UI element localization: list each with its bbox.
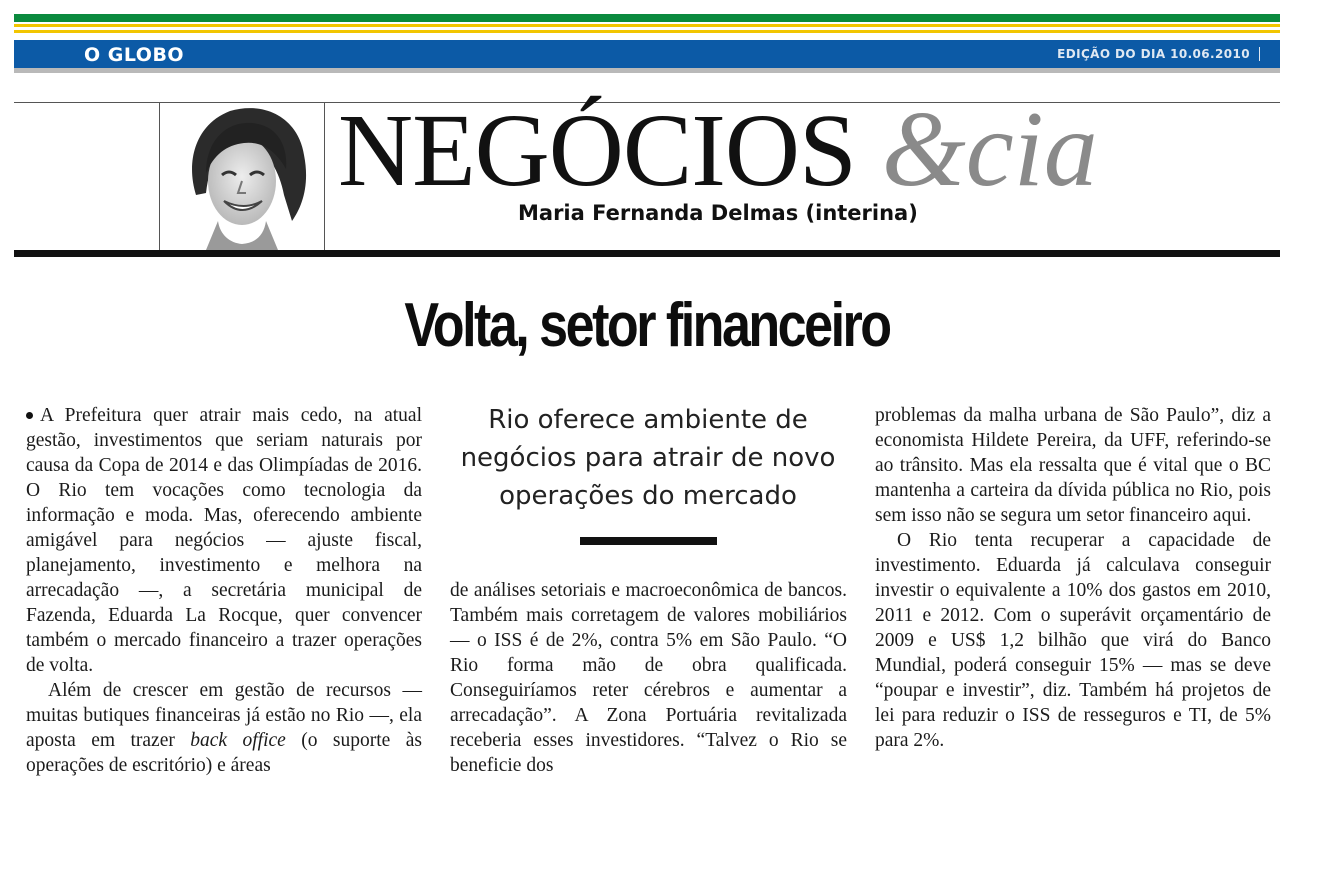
column-1-paragraph-1 <box>26 403 422 678</box>
bullet-icon <box>26 412 33 419</box>
column-1-paragraph-2-text-b: (o suporte às operações de escritório) e áreas <box>26 730 422 776</box>
edition-separator <box>1259 47 1260 61</box>
columnist-photo <box>159 103 325 250</box>
columnist-portrait-icon <box>160 103 324 250</box>
column-title <box>338 90 1098 209</box>
column-1-paragraph-1-text: A Prefeitura quer atrair mais cedo, na atual gestão, investimentos que seriam naturais por causa da Copa de 2014 e das Olimpíadas de 2016. O Rio tem vocações como tecnologia da informação e moda. Mas, oferecendo ambiente amigável para negócios — ajuste fiscal, planejamento, investimento e melhora na arrecadação —, a secretária municipal de Fazenda, Eduarda La Rocque, quer convencer também o mercado financeiro a trazer operações de volta. <box>26 405 422 676</box>
column-1-paragraph-2-text-a: Além de crescer em gestão de recursos — muitas butiques financeiras já estão no Rio —, ela aposta em trazer <box>26 680 422 751</box>
article-headline: Volta, setor financeiro <box>404 291 890 360</box>
columnist-byline: Maria Fernanda Delmas (interina) <box>518 201 918 225</box>
header-stripe-green <box>14 14 1280 22</box>
column-3-paragraph-2: O Rio tenta recuperar a capacidade de investimento. Eduarda já calculava conseguir investir o equivalente a 10% dos gastos em 2010, 2011 e 2012. Com o superávit orçamentário de 2009 e US$ 1,2 bilhão que virá do Banco Mundial, poderá conseguir 15% — mas se deve “poupar e investir”, diz. Também há projetos de lei para reduzir o ISS de resseguros e TI, de 5% para 2%. <box>875 530 1271 751</box>
column-title-accent: &cia <box>881 90 1098 209</box>
article-column-1 <box>26 403 422 778</box>
column-2-paragraph-1: de análises setoriais e macroeconômica de bancos. Também mais corretagem de valores mobiliários — o ISS é de 2%, contra 5% em São Paulo. “O Rio forma mão de obra qualificada. Conseguiríamos reter cérebros e aumentar a arrecadação”. A Zona Portuária revitalizada receberia esses investidores. “Talvez o Rio se beneficie dos <box>450 580 847 776</box>
newspaper-logo: O GLOBO <box>84 44 185 66</box>
pull-quote-line-1: Rio oferece ambiente de <box>488 405 808 435</box>
column-header-bottom-rule <box>14 250 1280 257</box>
article-column-3 <box>875 403 1271 753</box>
edition-date: EDIÇÃO DO DIA 10.06.2010 <box>1057 47 1250 61</box>
pull-quote <box>448 401 848 515</box>
column-3-paragraph-1: problemas da malha urbana de São Paulo”, diz a economista Hildete Pereira, da UFF, referindo-se ao trânsito. Mas ela ressalta que é vital que o BC mantenha a carteira da dívida pública no Rio, pois sem isso não se segura um setor financeiro aqui. <box>875 405 1271 526</box>
column-1-paragraph-2 <box>26 678 422 778</box>
header-stripe-yellow-2 <box>14 30 1280 33</box>
header-stripe-gray <box>14 68 1280 73</box>
pull-quote-line-3: operações do mercado <box>499 481 797 511</box>
masthead-bar <box>14 40 1280 68</box>
article-column-2 <box>450 578 847 778</box>
column-1-italic-term: back office <box>190 730 286 751</box>
pull-quote-line-2: negócios para atrair de novo <box>460 443 836 473</box>
column-title-main: NEGÓCIOS <box>338 93 856 208</box>
pull-quote-rule <box>580 537 717 545</box>
header-stripe-yellow <box>14 24 1280 27</box>
